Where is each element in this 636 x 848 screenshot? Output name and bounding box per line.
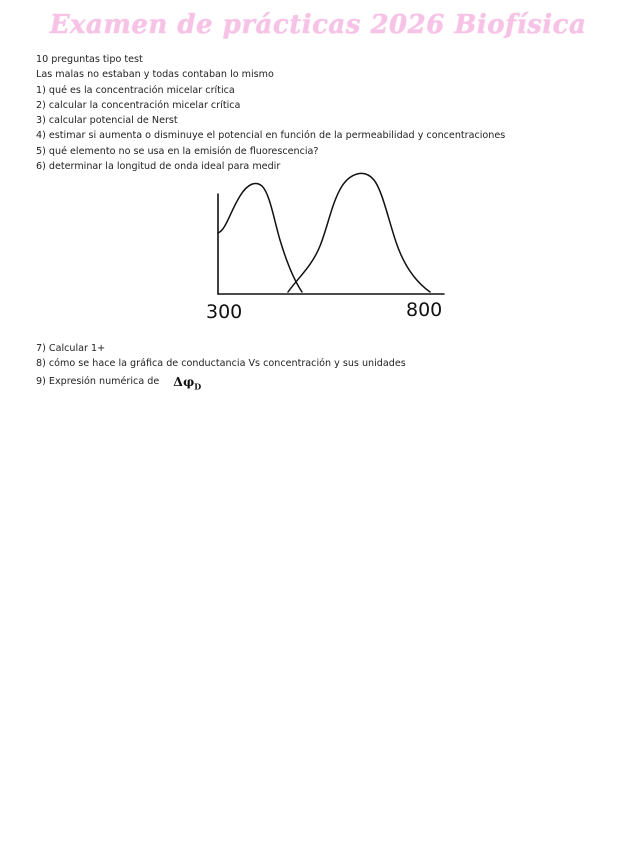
sketch-label-300: 300 [206, 301, 243, 323]
question-item: 4) estimar si aumenta o disminuye el potencial en función de la permeabilidad y concentraciones [36, 130, 506, 142]
question-item: 2) calcular la concentración micelar crítica [36, 99, 241, 111]
question-list-top [36, 52, 616, 174]
question-text: 9) Expresión numérica de [36, 376, 160, 388]
sketch-curve-left-peak [218, 183, 302, 292]
question-item: 8) cómo se hace la gráfica de conductancia Vs concentración y sus unidades [36, 358, 406, 370]
formula-subscript: D [194, 381, 202, 392]
sketch-curve-right-peak [288, 173, 430, 292]
question-item: 3) calcular potencial de Nerst [36, 115, 178, 127]
question-item: 7) Calcular 1+ [36, 343, 106, 354]
question-item-formula [36, 372, 616, 393]
question-item: 5) qué elemento no se usa en la emisión de fluorescencia? [36, 145, 319, 157]
formula-main: Δφ [173, 373, 195, 389]
question-list-bottom [36, 341, 616, 392]
question-item: 1) qué es la concentración micelar crítica [36, 84, 235, 96]
hand-drawn-spectrum-sketch [200, 170, 460, 330]
question-item: 6) determinar la longitud de onda ideal para medir [36, 161, 281, 173]
text-line: Las malas no estaban y todas contaban lo mismo [36, 69, 274, 81]
sketch-svg [200, 170, 460, 330]
delta-phi-formula [173, 374, 201, 395]
page-title: Examen de prácticas 2026 Biofísica [49, 10, 587, 40]
sketch-label-800: 800 [406, 299, 443, 321]
text-line: 10 preguntas tipo test [36, 54, 143, 65]
